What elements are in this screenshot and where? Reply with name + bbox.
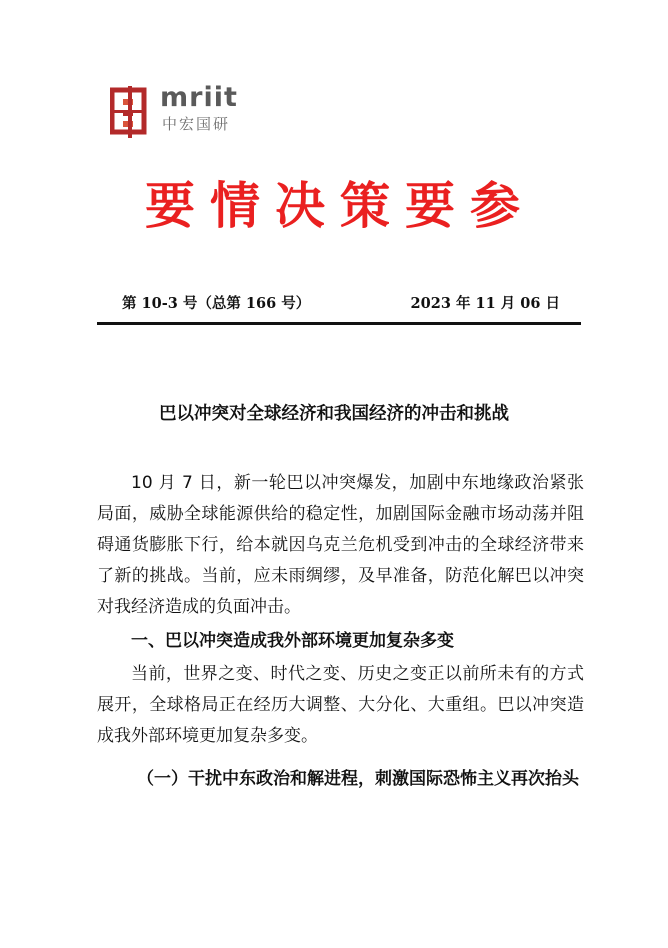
intro-paragraph: 10 月 7 日，新一轮巴以冲突爆发，加剧中东地缘政治紧张局面，威胁全球能源供给的稳定性，加剧国际金融市场动荡并阻碍通货膨胀下行，给本就因乌克兰危机受到冲击的全球经济带来了新的挑战。当前，应未雨绸缪，及早准备，防范化解巴以冲突对我经济造成的负面冲击。 [97,473,584,617]
document-body [97,468,584,797]
section-heading-1: 一、巴以冲突造成我外部环境更加复杂多变 [131,631,454,651]
logo-text-english: mriit [160,82,238,113]
issue-date: 2023 年 11 月 06 日 [410,295,560,312]
mriit-logo-mark-icon [110,86,156,138]
masthead-title: 要情决策要参 [145,177,535,235]
logo [110,82,250,138]
issue-line [100,293,580,315]
logo-text-chinese: 中宏国研 [162,115,231,133]
section-1-paragraph: 当前，世界之变、时代之变、历史之变正以前所未有的方式展开，全球格局正在经历大调整、大分化、大重组。巴以冲突造成我外部环境更加复杂多变。 [97,664,584,746]
subsection-heading-1: （一）干扰中东政治和解进程，刺激国际恐怖主义再次抬头 [137,769,579,789]
document-title: 巴以冲突对全球经济和我国经济的冲击和挑战 [159,404,509,424]
issue-number: 第 10-3 号（总第 166 号） [122,295,311,312]
header-divider [97,322,581,325]
